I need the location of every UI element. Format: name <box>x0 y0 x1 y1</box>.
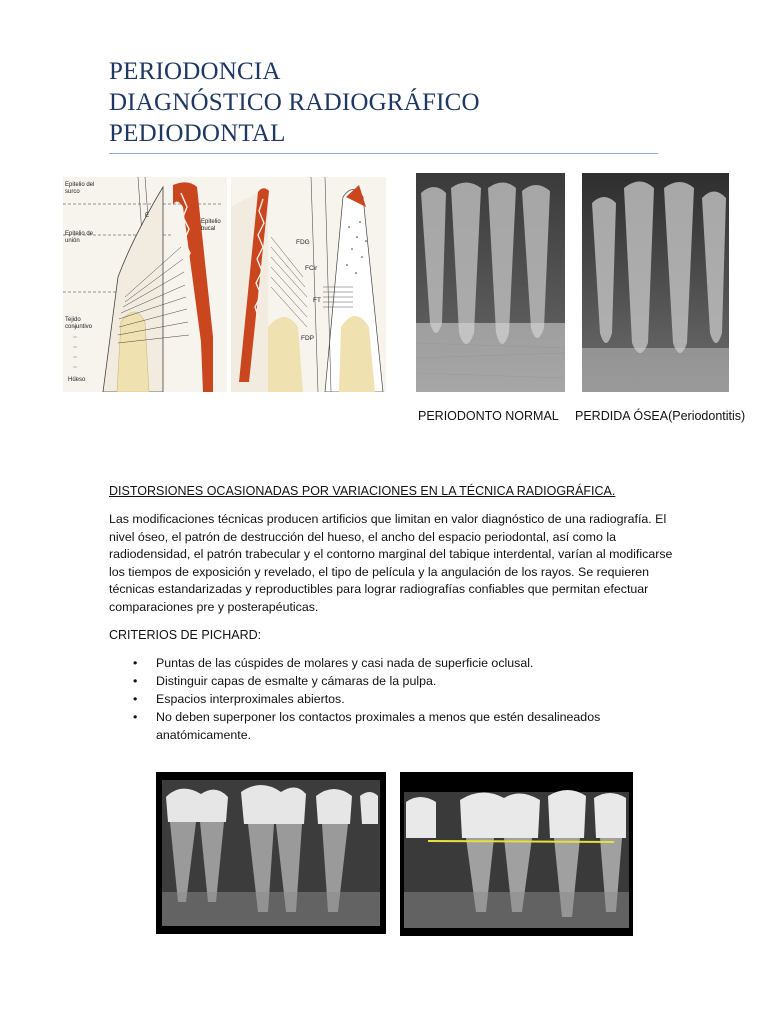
bullet-icon: • <box>133 692 138 706</box>
title-line-1: PERIODONCIA <box>109 58 281 85</box>
bullet-icon: • <box>133 674 138 688</box>
label-tejido-conjuntivo: Tejido conjuntivo <box>65 317 93 330</box>
xray-bone-loss-image <box>582 173 729 392</box>
title-divider <box>109 153 658 154</box>
section-paragraph: Las modificaciones técnicas producen artificios que limitan en valor diagnóstico de una radiografía. El nivel óseo, el patrón de destrucción del hueso, el ancho del espacio periodontal, así como la radiodensidad, el patrón trabecular y el contorno marginal del tabique interdental, varían al modificarse los tiempos de exposición y revelado, el tipo de película y la angulación de los rayos. Se requieren técnicas estandarizadas y reproductibles para lograr radiografías confiables que permitan efectuar comparaciones pre y posterapéuticas. <box>109 512 673 614</box>
list-item <box>109 690 669 708</box>
label-fdg: FDG <box>296 239 310 246</box>
xray-molars-right-image <box>400 772 633 936</box>
list-item-text: Puntas de las cúspides de molares y casi nada de superficie oclusal. <box>156 656 534 670</box>
label-epitelio-surco: Epitelio del surco <box>65 182 95 195</box>
list-item <box>109 672 669 690</box>
title-line-3: PEDIODONTAL <box>109 120 286 147</box>
label-hueso: Hueso <box>68 377 86 383</box>
bullet-icon: • <box>133 710 138 724</box>
list-item-text: Espacios interproximales abiertos. <box>156 692 345 706</box>
list-item <box>109 708 669 744</box>
bullet-icon: • <box>133 656 138 670</box>
label-epitelio-bucal: Epitelio bucal <box>201 219 221 232</box>
xray-normal-image <box>416 173 565 392</box>
label-e: E <box>145 213 150 219</box>
title-line-2: DIAGNÓSTICO RADIOGRÁFICO <box>109 89 480 116</box>
caption-periodonto-normal: PERIODONTO NORMAL <box>418 409 559 423</box>
criteria-heading: CRITERIOS DE PICHARD: <box>109 628 262 642</box>
caption-perdida-osea: PERDIDA ÓSEA(Periodontitis) <box>575 409 746 423</box>
criteria-list <box>109 654 669 744</box>
document-title <box>109 56 669 149</box>
list-item-text: No deben superponer los contactos proximales a menos que estén desalineados anatómicamente. <box>156 710 601 742</box>
label-fdp: FDP <box>301 335 314 342</box>
list-item <box>109 654 669 672</box>
list-item-text: Distinguir capas de esmalte y cámaras de la pulpa. <box>156 674 437 688</box>
section-heading: DISTORSIONES OCASIONADAS POR VARIACIONES EN LA TÉCNICA RADIOGRÁFICA. <box>109 484 616 498</box>
label-fcir: FCir <box>305 265 318 272</box>
label-ft: FT <box>313 297 321 304</box>
xray-molars-left-image <box>156 772 386 934</box>
periodontal-anatomy-diagram <box>63 177 386 392</box>
label-epitelio-union: Epitelio de unión <box>65 231 94 244</box>
